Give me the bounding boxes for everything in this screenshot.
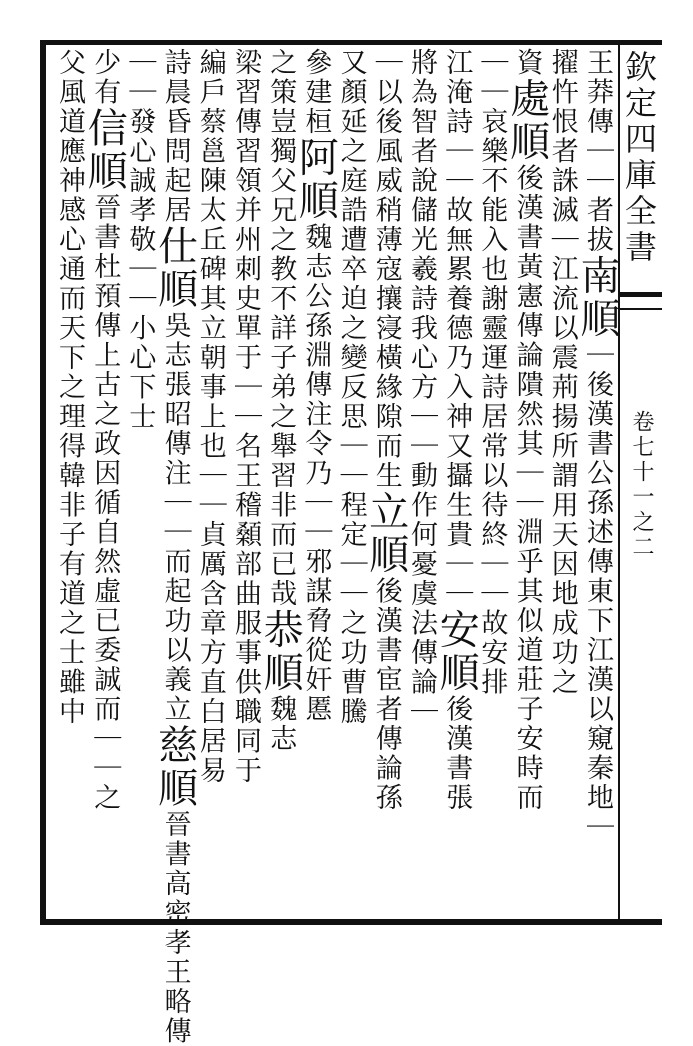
entry-text: 孝敬｜｜小心下士 (124, 195, 156, 432)
entry-text: 少有 (89, 48, 121, 107)
entry-text: 程定｜｜之功曹騰 (335, 490, 367, 727)
entry-text: 父風 (54, 48, 85, 107)
entry-headword: 阿順 (292, 136, 339, 223)
entry-headword: 安順 (433, 608, 480, 695)
entry-text: 將為智者說儲光羲詩我心方｜｜動作何憂虞 (406, 48, 437, 609)
text-column (433, 48, 480, 918)
entry-headword: 立順 (362, 490, 409, 577)
entry-text: 晉書高密孝王略傳 (159, 810, 191, 1046)
entry-text: 晉書杜預傳上古之政因循自然虛已委誠而｜｜之 (89, 193, 121, 813)
margin-volume: 卷七十一之二 (629, 410, 654, 560)
entry-text: ｜｜發心誠 (124, 48, 156, 196)
entry-text: 之策 (265, 48, 297, 107)
text-column (574, 48, 620, 918)
text-column (226, 48, 264, 918)
entry-text: 又顏延之庭誥遭卒迫之變反思｜｜ (335, 48, 367, 491)
entry-headword: 慈順 (151, 724, 198, 810)
text-column (151, 48, 198, 1046)
text-column (50, 48, 88, 918)
entry-headword: 處順 (503, 77, 550, 164)
entry-text: 後漢書宦者傳論孫 (370, 576, 402, 813)
entry-text: 後漢書張 (441, 694, 473, 813)
text-column (257, 48, 304, 918)
text-column (81, 48, 128, 918)
entry-text: 魏志 (265, 694, 297, 754)
entry-text: 參建桓 (300, 48, 332, 137)
text-column (472, 48, 510, 918)
fishtail-line (618, 308, 662, 310)
entry-text: 詩晨昏問起居 (159, 48, 191, 225)
entry-text: 江淹詩｜｜故無累養德乃入神又攝生貴｜｜ (441, 48, 473, 609)
entry-headword: 南順 (574, 254, 620, 341)
entry-text: 法傳論｜ (406, 608, 437, 727)
text-column (503, 48, 550, 918)
entry-headword: 信順 (81, 107, 128, 193)
text-column (362, 48, 409, 918)
entry-text: 梁習傳習領并州刺史單于｜｜名王稽顙部曲服事供職同于 (230, 48, 261, 786)
entry-text: 資 (511, 48, 543, 78)
entry-text: 豈獨父兄之教不詳子弟之舉習非而已哉 (265, 107, 297, 609)
entry-text: 吳志張昭傳注｜｜而起功以義立 (159, 311, 191, 724)
entry-text: ｜｜哀樂不能入也謝靈運詩居常以待終｜｜故安排 (476, 48, 508, 697)
entry-text: ｜後漢書公孫述傳東下江漢以窺秦地｜ (582, 340, 613, 842)
entry-text: 編戶蔡邕陳太丘碑其立朝事上也｜｜貞厲含章方直白居易 (194, 48, 226, 786)
text-column (292, 48, 339, 918)
text-column (402, 48, 440, 918)
entry-text: 後漢書黃憲傳論隤然其｜｜淵乎其似道莊子安時而 (511, 163, 543, 813)
entry-text: ｜以後風威稍薄寇攘寖橫緣隙而生 (370, 48, 402, 491)
entry-text: 擢忤恨者誅滅 (546, 48, 578, 225)
entry-text: 道應神感心通而天下之理得韓非子有道之士雖中 (54, 107, 85, 727)
text-column (543, 48, 581, 918)
entry-text: 魏志公孫淵傳注令乃｜｜邪謀脅從奸慝 (300, 222, 332, 724)
entry-text: 王莽傳｜｜者拔 (582, 48, 613, 255)
entry-text: ｜江流以震荊揚所謂用天因地成功之 (546, 225, 578, 697)
margin-book-title: 欽定四庫全書 (620, 50, 658, 266)
entry-headword: 仕順 (151, 225, 198, 311)
entry-headword: 恭順 (257, 608, 304, 695)
